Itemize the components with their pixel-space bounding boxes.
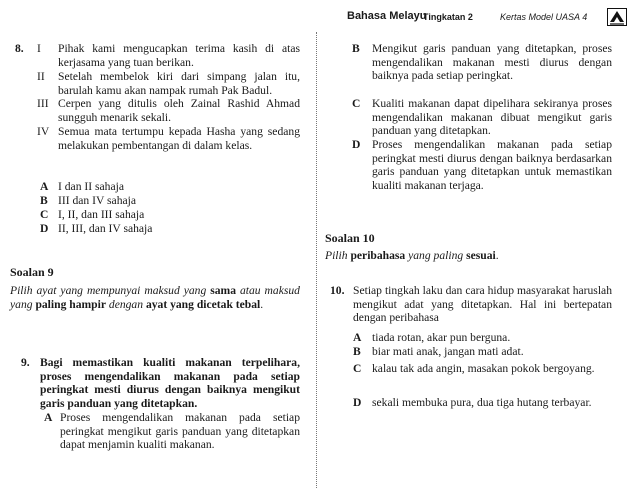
q8-option-a-letter: A <box>40 180 49 193</box>
q9-option-b[interactable]: Mengikut garis panduan yang ditetapkan, proses mengendalikan makanan mesti diurus dengan baiknya pada setiap peringkat. <box>372 42 612 83</box>
q8-statement-3: Cerpen yang ditulis oleh Zainal Rashid Ahmad sungguh menarik sekali. <box>58 97 300 124</box>
q9-option-a-letter: A <box>44 411 53 424</box>
q10-number: 10. <box>330 284 345 297</box>
q8-option-c-letter: C <box>40 208 49 221</box>
q8-option-d-letter: D <box>40 222 49 235</box>
soalan-9-title: Soalan 9 <box>10 265 54 279</box>
q9-option-a[interactable]: Proses mengendalikan makanan pada setiap peringkat mengikut garis panduan yang ditetapkan dapat menjamin kualiti makanan. <box>60 411 300 452</box>
q8-statement-1: Pihak kami mengucapkan terima kasih di atas kerjasama yang tuan berikan. <box>58 42 300 69</box>
q9-option-d-letter: D <box>352 138 361 151</box>
q9-option-c-letter: C <box>352 97 361 110</box>
q10-stem: Setiap tingkah laku dan cara hidup masyarakat haruslah mengikut adat yang ditetapkan. Hal ini bertepatan dengan peribahasa <box>353 284 612 325</box>
soalan-9-instruction: Pilih ayat yang mempunyai maksud yang sama atau maksud yang paling hampir dengan ayat yang dicetak tebal. <box>10 284 300 311</box>
q10-option-a-letter: A <box>353 331 362 344</box>
q8-statement-2: Setelah membelok kiri dari simpang jalan itu, barulah kamu akan nampak rumah Pak Badul. <box>58 70 300 97</box>
q10-option-b[interactable]: biar mati anak, jangan mati adat. <box>372 345 524 358</box>
q10-option-d-letter: D <box>353 396 362 409</box>
page-header <box>347 8 629 26</box>
q8-option-b-letter: B <box>40 194 48 207</box>
q8-option-b[interactable]: III dan IV sahaja <box>58 194 137 207</box>
q10-option-d[interactable]: sekali membuka pura, dua tiga hutang terbayar. <box>372 396 592 409</box>
q8-option-a[interactable]: I dan II sahaja <box>58 180 124 193</box>
q10-option-c-letter: C <box>353 362 362 375</box>
q8-roman-1: I <box>37 42 41 55</box>
q8-roman-2: II <box>37 70 45 83</box>
q8-statement-4: Semua mata tertumpu kepada Hasha yang sedang melakukan pembentangan di dalam kelas. <box>58 125 300 152</box>
q8-roman-4: IV <box>37 125 50 138</box>
q9-number: 9. <box>21 356 30 369</box>
q9-option-d[interactable]: Proses mengendalikan makanan pada setiap peringkat mesti diurus dengan baiknya berdasarkan garis panduan yang ditetapkan untuk memastikan kualiti makanan terjaga. <box>372 138 612 192</box>
soalan-10-instruction: Pilih peribahasa yang paling sesuai. <box>325 249 499 262</box>
q9-stem: Bagi memastikan kualiti makanan terpelihara, proses mengendalikan makanan pada setiap peringkat mesti diurus dengan baiknya mengikut garis panduan yang ditetapkan. <box>40 356 300 410</box>
q10-option-c[interactable]: kalau tak ada angin, masakan pokok bergoyang. <box>372 362 595 375</box>
header-level: Tingkatan 2 <box>423 12 473 22</box>
q8-option-c[interactable]: I, II, dan III sahaja <box>58 208 145 221</box>
q9-option-b-letter: B <box>352 42 360 55</box>
publisher-logo-icon <box>607 8 627 26</box>
column-divider <box>316 32 318 488</box>
q8-number: 8. <box>15 42 24 55</box>
header-subject: Bahasa Melayu <box>347 10 427 22</box>
q9-option-c[interactable]: Kualiti makanan dapat dipelihara sekiranya proses mengendalikan makanan dibuat mengikut garis panduan yang ditetapkan. <box>372 97 612 138</box>
header-paper: Kertas Model UASA 4 <box>500 12 588 22</box>
soalan-10-title: Soalan 10 <box>325 231 375 245</box>
q10-option-b-letter: B <box>353 345 361 358</box>
q8-option-d[interactable]: II, III, dan IV sahaja <box>58 222 153 235</box>
q8-roman-3: III <box>37 97 49 110</box>
q10-option-a[interactable]: tiada rotan, akar pun berguna. <box>372 331 511 344</box>
